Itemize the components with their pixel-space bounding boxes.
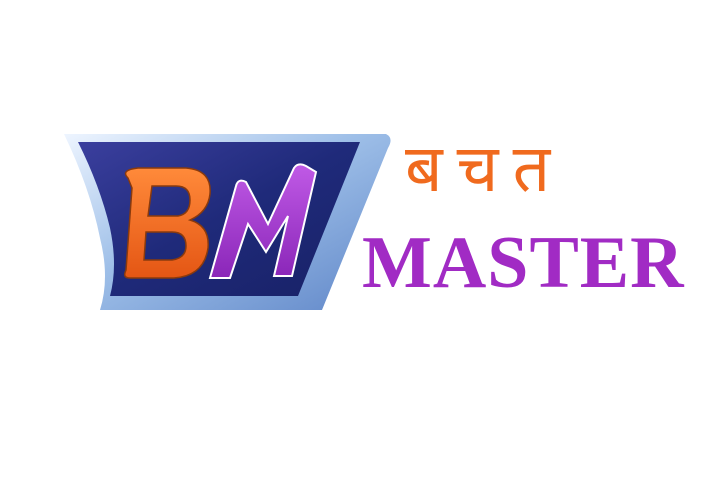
brand-name-hindi: बचत [405,130,565,207]
brand-name-english: MASTER [362,222,685,304]
logo-emblem [60,128,400,318]
letter-b-shape [125,168,210,278]
bm-monogram-icon [60,128,400,318]
